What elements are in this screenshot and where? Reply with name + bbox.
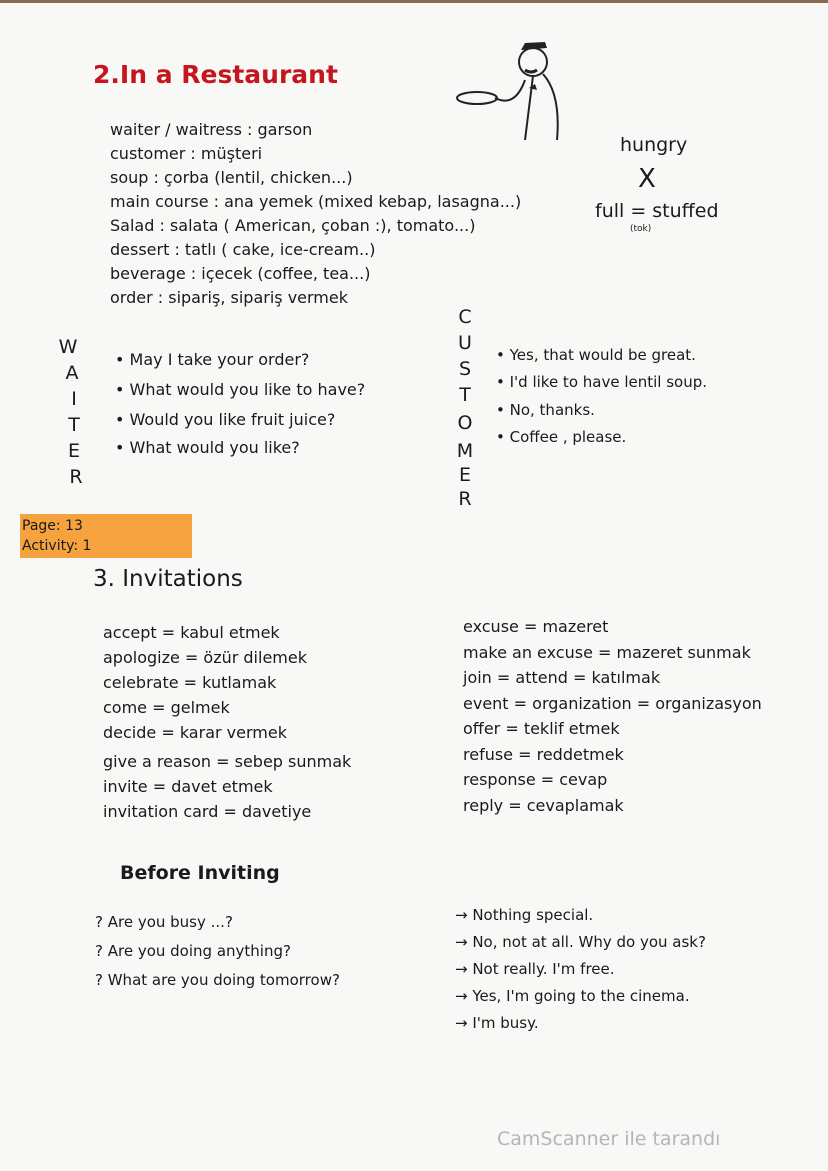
question-item: ? Are you doing anything? xyxy=(95,942,291,960)
before-inviting-heading: Before Inviting xyxy=(120,862,280,884)
vocab-item: main course : ana yemek (mixed kebap, lasagna...) xyxy=(110,192,522,211)
scanner-watermark: CamScanner ile tarandı xyxy=(497,1128,721,1150)
acrostic-letter: E xyxy=(67,440,80,462)
vocab-item: order : sipariş, sipariş vermek xyxy=(110,288,348,307)
invitations-vocab-left xyxy=(103,620,351,824)
question-item: ? Are you busy ...? xyxy=(95,913,233,931)
vocab-item: celebrate = kutlamak xyxy=(103,673,277,692)
answer-item: → Yes, I'm going to the cinema. xyxy=(455,987,690,1005)
acrostic-letter: U xyxy=(458,332,472,354)
vocab-item: excuse = mazeret xyxy=(463,617,609,636)
vocab-item: waiter / waitress : garson xyxy=(110,120,313,139)
vocab-item: Salad : salata ( American, çoban :), tomato...) xyxy=(110,216,476,235)
vocab-item: event = organization = organizasyon xyxy=(463,693,762,713)
vocab-item: accept = kabul etmek xyxy=(103,623,280,642)
answer-item: → I'm busy. xyxy=(455,1014,539,1032)
vocab-item: come = gelmek xyxy=(103,698,230,717)
vocab-item: customer : müşteri xyxy=(110,144,263,163)
waiter-line: • May I take your order? xyxy=(115,350,310,369)
acrostic-letter: I xyxy=(71,388,77,410)
vocab-item: invitation card = davetiye xyxy=(103,802,312,821)
vocab-item: apologize = özür dilemek xyxy=(103,648,307,667)
vocab-item: soup : çorba (lentil, chicken...) xyxy=(110,168,353,187)
acrostic-letter: R xyxy=(458,488,472,510)
acrostic-letter: T xyxy=(68,414,80,436)
invitations-vocab-right xyxy=(463,614,762,818)
waiter-line: • What would you like to have? xyxy=(115,380,366,399)
acrostic-letter: E xyxy=(458,464,471,486)
vocab-item: refuse = reddetmek xyxy=(463,744,624,764)
waiter-line: • What would you like? xyxy=(115,438,300,457)
acrostic-letter: O xyxy=(457,412,473,434)
vocab-item: reply = cevaplamak xyxy=(463,795,624,815)
waiter-line: • Would you like fruit juice? xyxy=(115,410,336,429)
customer-line: • I'd like to have lentil soup. xyxy=(496,373,708,391)
vocab-item: offer = teklif etmek xyxy=(463,719,620,738)
customer-line: • Coffee , please. xyxy=(496,428,627,446)
acrostic-letter: W xyxy=(58,336,78,358)
vocab-item: dessert : tatlı ( cake, ice-cream..) xyxy=(110,240,376,259)
vocab-item: invite = davet etmek xyxy=(103,777,273,796)
section-title-invitations: 3. Invitations xyxy=(93,566,243,592)
question-item: ? What are you doing tomorrow? xyxy=(95,971,340,989)
opposite-mark: X xyxy=(638,164,656,194)
acrostic-letter: C xyxy=(458,306,472,328)
tok-label: (tok) xyxy=(630,224,652,234)
customer-line: • No, thanks. xyxy=(496,401,595,419)
restaurant-vocab-list xyxy=(110,118,521,310)
vocab-item: response = cevap xyxy=(463,770,608,789)
answer-item: → Nothing special. xyxy=(455,906,594,924)
answer-item: → No, not at all. Why do you ask? xyxy=(455,933,706,951)
section-title-restaurant: 2.In a Restaurant xyxy=(93,60,338,89)
answer-item: → Not really. I'm free. xyxy=(455,960,615,978)
acrostic-letter: M xyxy=(456,440,474,462)
activity-number: Activity: 1 xyxy=(22,538,92,554)
page-edge xyxy=(0,0,828,3)
inviting-questions xyxy=(95,908,340,995)
vocab-item: decide = karar vermek xyxy=(103,723,287,742)
customer-line: • Yes, that would be great. xyxy=(496,346,696,364)
full-stuffed-label: full = stuffed xyxy=(595,200,719,222)
inviting-answers xyxy=(455,902,706,1037)
vocab-item: join = attend = katılmak xyxy=(463,668,661,687)
vocab-item: beverage : içecek (coffee, tea...) xyxy=(110,264,371,283)
page-activity-badge xyxy=(20,514,192,558)
page-number: Page: 13 xyxy=(22,518,83,534)
acrostic-letter: T xyxy=(459,384,471,406)
acrostic-letter: A xyxy=(65,362,79,384)
vocab-item: make an excuse = mazeret sunmak xyxy=(463,642,751,662)
acrostic-letter: S xyxy=(458,358,472,380)
acrostic-letter: R xyxy=(69,466,83,488)
vocab-item: give a reason = sebep sunmak xyxy=(103,752,352,771)
hungry-label: hungry xyxy=(620,134,688,156)
